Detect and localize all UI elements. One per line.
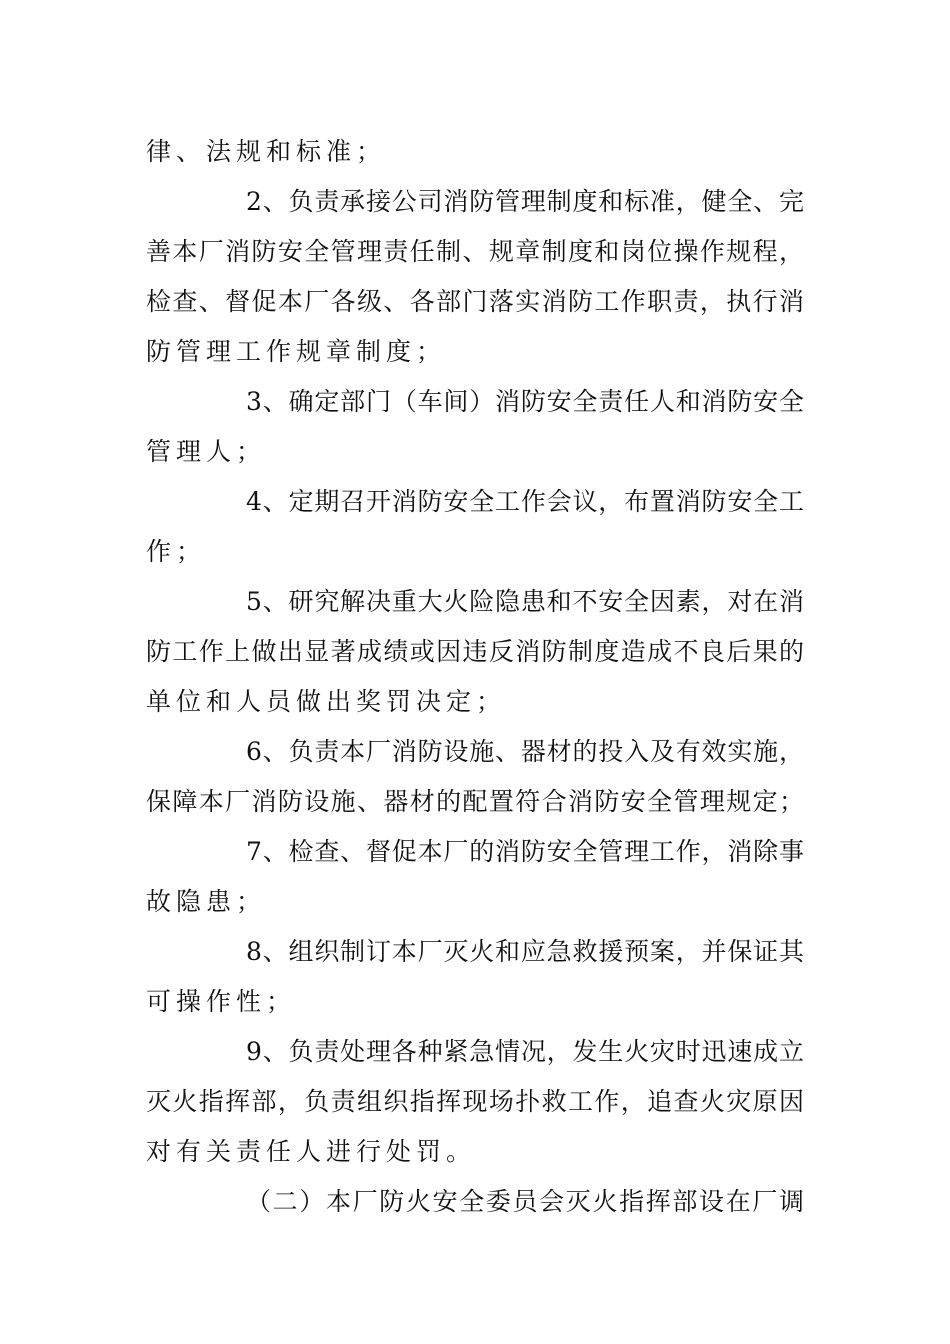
text-line: 5、研究解决重大火险隐患和不安全因素，对在消: [246, 587, 804, 616]
text-line: 可操作性；: [146, 987, 297, 1016]
text-line: 6、负责本厂消防设施、器材的投入及有效实施，: [246, 737, 804, 766]
text-line: 灭火指挥部，负责组织指挥现场扑救工作，追查火灾原因: [146, 1087, 804, 1116]
text-line: 对有关责任人进行处罚。: [146, 1137, 477, 1166]
text-line: 故隐患；: [146, 887, 267, 916]
text-line: 7、检查、督促本厂的消防安全管理工作，消除事: [246, 837, 804, 866]
text-line: 律、法规和标准；: [146, 137, 387, 166]
section-heading-line: （二）本厂防火安全委员会灭火指挥部设在厂调: [246, 1187, 804, 1216]
text-line: 防工作上做出显著成绩或因违反消防制度造成不良后果的: [146, 637, 804, 666]
text-line: 防管理工作规章制度；: [146, 337, 447, 366]
text-line: 保障本厂消防设施、器材的配置符合消防安全管理规定；: [146, 787, 804, 816]
text-line: 单位和人员做出奖罚决定；: [146, 687, 507, 716]
text-line: 8、组织制订本厂灭火和应急救援预案，并保证其: [246, 937, 804, 966]
text-line: 善本厂消防安全管理责任制、规章制度和岗位操作规程，: [146, 237, 804, 266]
text-line: 检查、督促本厂各级、各部门落实消防工作职责，执行消: [146, 287, 804, 316]
text-line: 作；: [146, 537, 207, 566]
text-line: 2、负责承接公司消防管理制度和标准，健全、完: [246, 187, 804, 216]
text-line: 4、定期召开消防安全工作会议，布置消防安全工: [246, 487, 804, 516]
text-line: 3、确定部门（车间）消防安全责任人和消防安全: [246, 387, 804, 416]
text-line: 管理人；: [146, 437, 267, 466]
text-line: 9、负责处理各种紧急情况，发生火灾时迅速成立: [246, 1037, 804, 1066]
